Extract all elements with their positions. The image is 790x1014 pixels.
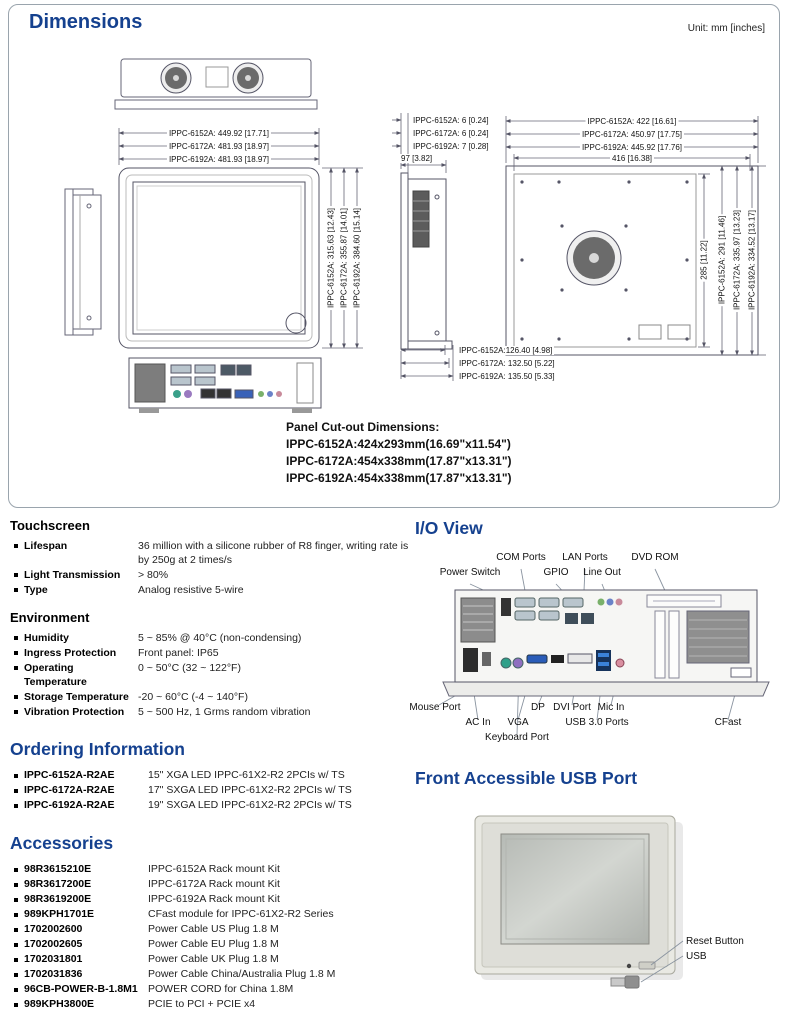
dim-front-height-0: IPPC-6152A: 315.63 [12.43]	[326, 207, 336, 309]
io-column	[409, 518, 785, 1014]
front-panel-drawing	[415, 800, 785, 1014]
dim-rear-width-2: IPPC-6192A: 445.92 [17.76]	[581, 143, 683, 152]
label-lan-ports: LAN Ports	[562, 552, 608, 563]
ordering-information-heading: Ordering Information	[10, 739, 185, 759]
part-number: 1702031836	[24, 968, 83, 980]
accessory-row	[10, 877, 410, 892]
spec-value: Analog resistive 5-wire	[138, 584, 244, 596]
bullet-icon	[14, 789, 18, 793]
label-mic-in: Mic In	[597, 702, 625, 713]
spec-row-operating-temperature	[10, 661, 410, 689]
left-side-view-drawing	[65, 189, 101, 335]
part-description: IPPC-6192A Rack mount Kit	[148, 893, 280, 905]
part-number: 98R3615210E	[24, 863, 92, 875]
spec-value: -20 ~ 60°C (-4 ~ 140°F)	[138, 691, 248, 703]
label-reset-button: Reset Button	[686, 936, 744, 947]
dim-rear-width-0: IPPC-6152A: 422 [16.61]	[587, 117, 677, 126]
io-chassis-drawing	[443, 590, 769, 696]
part-description: IPPC-6172A Rack mount Kit	[148, 878, 280, 890]
top-view-drawing	[115, 59, 317, 109]
spec-row-type	[10, 583, 410, 597]
bullet-icon	[14, 928, 18, 932]
dim-bezel-0: IPPC-6152A: 6 [0.24]	[413, 116, 489, 125]
label-vga: VGA	[507, 717, 529, 728]
spec-row-lifespan	[10, 539, 410, 567]
dim-chassis-depth-0: IPPC-6152A:126.40 [4.98]	[459, 346, 553, 355]
accessory-row	[10, 997, 410, 1012]
dim-front-width-2: IPPC-6192A: 481.93 [18.97]	[168, 155, 270, 164]
accessory-row	[10, 952, 410, 967]
part-number: IPPC-6172A-R2AE	[24, 784, 115, 796]
dim-bezel-1: IPPC-6172A: 6 [0.24]	[413, 129, 489, 138]
label-ac-in: AC In	[465, 717, 491, 728]
dim-front-depth: 97 [3.82]	[401, 154, 433, 163]
bullet-icon	[14, 913, 18, 917]
bullet-icon	[14, 651, 18, 655]
front-usb-figure	[415, 800, 785, 1014]
side-view-drawing	[401, 173, 452, 349]
dim-chassis-depth-1: IPPC-6172A: 132.50 [5.22]	[459, 359, 555, 368]
accessory-row	[10, 982, 410, 997]
bullet-icon	[14, 544, 18, 548]
label-com-ports: COM Ports	[496, 552, 546, 563]
dim-front-width-1: IPPC-6172A: 481.93 [18.97]	[168, 142, 270, 151]
part-description: IPPC-6152A Rack mount Kit	[148, 863, 280, 875]
dim-rear-height-0: IPPC-6152A: 291 [11.46]	[717, 215, 727, 305]
dim-rear-inner-height: 285 [11.22]	[699, 240, 709, 280]
bullet-icon	[14, 774, 18, 778]
spec-label: Humidity	[24, 632, 69, 644]
label-gpio: GPIO	[543, 567, 569, 578]
front-view-drawing	[119, 168, 319, 348]
label-line-out: Line Out	[583, 567, 621, 578]
accessory-row	[10, 967, 410, 982]
dimensions-section	[8, 4, 780, 508]
usb-connector-graphic	[611, 976, 639, 988]
spec-value: 36 million with a silicone rubber of R8 finger, writing rate is by 250g at 2 times/s	[138, 540, 409, 566]
part-number: 1702031801	[24, 953, 83, 965]
bullet-icon	[14, 804, 18, 808]
dim-front-height-1: IPPC-6172A: 355.87 [14.01]	[339, 207, 349, 309]
spec-label: Ingress Protection	[24, 647, 117, 659]
part-number: IPPC-6152A-R2AE	[24, 769, 115, 781]
bullet-icon	[14, 636, 18, 640]
spec-value: Front panel: IP65	[138, 647, 219, 659]
dim-bezel-2: IPPC-6192A: 7 [0.28]	[413, 142, 489, 151]
spec-label: Vibration Protection	[24, 706, 125, 718]
accessories-heading: Accessories	[10, 833, 114, 853]
accessory-row	[10, 937, 410, 952]
panel-cutout-block	[286, 419, 512, 487]
part-number: 96CB-POWER-B-1.8M1	[24, 983, 138, 995]
bottom-rear-strip-drawing	[129, 358, 321, 413]
bullet-icon	[14, 883, 18, 887]
accessory-row	[10, 892, 410, 907]
part-number: 98R3619200E	[24, 893, 92, 905]
part-description: 17" SXGA LED IPPC-61X2-R2 2PCIs w/ TS	[148, 784, 352, 796]
bullet-icon	[14, 973, 18, 977]
io-view-heading: I/O View	[415, 518, 483, 538]
specs-column	[10, 518, 410, 1012]
dim-chassis-depth-2: IPPC-6192A: 135.50 [5.33]	[459, 372, 555, 381]
bullet-icon	[14, 588, 18, 592]
label-dp: DP	[531, 702, 545, 713]
front-usb-door	[639, 962, 655, 969]
spec-label: Operating Temperature	[24, 662, 87, 688]
panel-cutout-line-2: IPPC-6192A:454x338mm(17.87"x13.31")	[286, 471, 512, 485]
bullet-icon	[14, 988, 18, 992]
spec-value: 5 ~ 85% @ 40°C (non-condensing)	[138, 632, 302, 644]
bullet-icon	[14, 1003, 18, 1007]
part-description: 15" XGA LED IPPC-61X2-R2 2PCIs w/ TS	[148, 769, 345, 781]
accessory-row	[10, 907, 410, 922]
label-power-switch: Power Switch	[439, 567, 501, 578]
label-usb3-ports: USB 3.0 Ports	[565, 717, 629, 728]
part-description: Power Cable EU Plug 1.8 M	[148, 938, 279, 950]
spec-label: Type	[24, 584, 48, 596]
dim-front-width-0: IPPC-6152A: 449.92 [17.71]	[168, 129, 270, 138]
part-number: 1702002605	[24, 938, 83, 950]
bullet-icon	[14, 943, 18, 947]
part-description: Power Cable China/Australia Plug 1.8 M	[148, 968, 336, 980]
label-cfast: CFast	[714, 717, 742, 728]
part-number: 989KPH3800E	[24, 998, 95, 1010]
front-usb-heading: Front Accessible USB Port	[415, 768, 638, 788]
part-description: Power Cable UK Plug 1.8 M	[148, 953, 279, 965]
spec-value: 0 ~ 50°C (32 ~ 122°F)	[138, 662, 241, 674]
spec-row-vibration-protection	[10, 705, 410, 719]
dim-front-height-2: IPPC-6192A: 384.60 [15.14]	[352, 207, 362, 309]
spec-label: Lifespan	[24, 540, 68, 552]
part-number: 98R3617200E	[24, 878, 92, 890]
io-panel-drawing	[415, 550, 785, 764]
bullet-icon	[14, 868, 18, 872]
part-description: CFast module for IPPC-61X2-R2 Series	[148, 908, 334, 920]
dim-rear-height-1: IPPC-6172A: 335.97 [13.23]	[732, 209, 742, 311]
label-usb: USB	[686, 951, 707, 962]
dim-rear-height-2: IPPC-6192A: 334.52 [13.17]	[747, 209, 757, 311]
dim-rear-inner-width: 416 [16.38]	[611, 154, 653, 163]
ordering-row	[10, 783, 410, 798]
environment-heading: Environment	[10, 610, 90, 625]
panel-cutout-line-0: IPPC-6152A:424x293mm(16.69"x11.54")	[286, 437, 511, 451]
part-number: IPPC-6192A-R2AE	[24, 799, 115, 811]
bullet-icon	[14, 695, 18, 699]
bullet-icon	[14, 710, 18, 714]
spec-label: Light Transmission	[24, 569, 121, 581]
bullet-icon	[14, 666, 18, 670]
accessory-row	[10, 862, 410, 877]
bullet-icon	[14, 573, 18, 577]
accessory-row	[10, 922, 410, 937]
label-keyboard-port: Keyboard Port	[485, 732, 549, 743]
panel-cutout-title: Panel Cut-out Dimensions:	[286, 420, 440, 434]
label-dvi-port: DVI Port	[553, 702, 591, 713]
spec-row-light-transmission	[10, 568, 410, 582]
dim-rear-width-1: IPPC-6172A: 450.97 [17.75]	[581, 130, 683, 139]
label-mouse-port: Mouse Port	[409, 702, 461, 713]
spec-value: > 80%	[138, 569, 169, 581]
part-description: POWER CORD for China 1.8M	[148, 983, 294, 995]
spec-label: Storage Temperature	[24, 691, 129, 703]
bullet-icon	[14, 898, 18, 902]
part-description: Power Cable US Plug 1.8 M	[148, 923, 279, 935]
spec-row-storage-temperature	[10, 690, 410, 704]
part-number: 1702002600	[24, 923, 83, 935]
label-dvd-rom: DVD ROM	[631, 552, 679, 563]
spec-row-humidity	[10, 631, 410, 645]
io-view-diagram	[409, 550, 785, 764]
section-title-dimensions: Dimensions	[29, 11, 143, 33]
spec-row-ingress-protection	[10, 646, 410, 660]
reset-button-hole	[627, 964, 631, 968]
part-description: 19" SXGA LED IPPC-61X2-R2 2PCIs w/ TS	[148, 799, 352, 811]
bullet-icon	[14, 958, 18, 962]
part-number: 989KPH1701E	[24, 908, 95, 920]
spec-value: 5 ~ 500 Hz, 1 Grms random vibration	[138, 706, 311, 718]
panel-cutout-line-1: IPPC-6172A:454x338mm(17.87"x13.31")	[286, 454, 512, 468]
ordering-row	[10, 798, 410, 813]
unit-note: Unit: mm [inches]	[687, 23, 765, 34]
ordering-row	[10, 768, 410, 783]
part-description: PCIE to PCI + PCIE x4	[148, 998, 256, 1010]
touchscreen-heading: Touchscreen	[10, 518, 90, 533]
